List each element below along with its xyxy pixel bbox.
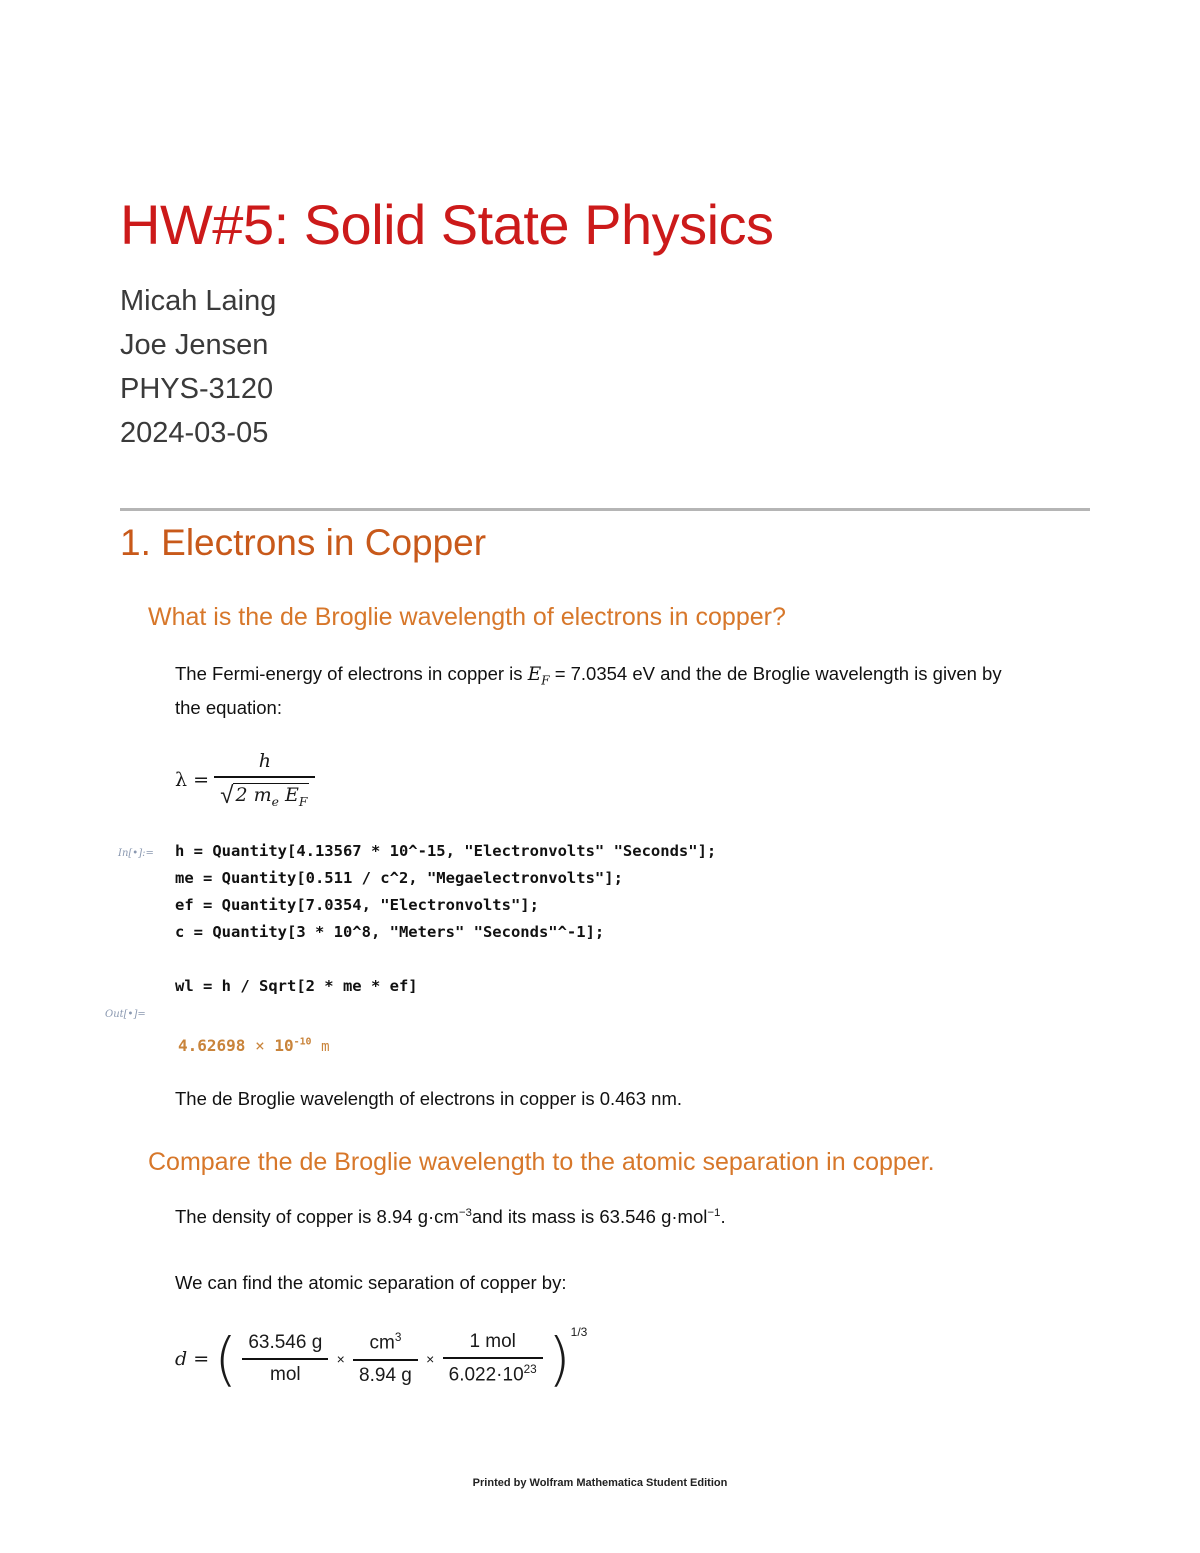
document-title: HW#5: Solid State Physics <box>120 193 774 256</box>
cube-root-exponent: 1/3 <box>570 1325 588 1339</box>
code-line-1[interactable]: h = Quantity[4.13567 * 10^-15, "Electronvolts" "Seconds"]; <box>175 842 717 860</box>
question-1-intro: The Fermi-energy of electrons in copper is $E_F = 7.0354$ eV and the de Broglie wavelength is given by <box>175 663 1002 688</box>
question-1-intro-cont: the equation: <box>175 697 282 718</box>
fraction-volume: $\frac{cm^3}{8.94 g}$ <box>353 1331 418 1386</box>
left-paren: ( <box>214 1324 238 1393</box>
fraction-avogadro: $\frac{\text{1 mol}}{6.022\cdot 10^{23}}$ <box>443 1331 543 1386</box>
equation-numerator: h <box>258 750 271 772</box>
section-title: Electrons in Copper <box>161 522 487 563</box>
output-cell-label: Out[•]= <box>105 1009 146 1020</box>
equation-denominator: √ 2 $m_e$ $E_F$ <box>220 782 308 809</box>
separation-equation: d = ( $\frac{63.546 g}{\text{mol}}$ × $\frac{cm^3}{8.94 g}$ × $\frac{\text{1 mol}}{6.022\cdot 10^{23}}$ )$^{1/3}$ <box>175 1324 588 1393</box>
section-heading <box>120 522 486 564</box>
date: 2024-03-05 <box>120 417 269 449</box>
right-paren: ) <box>548 1324 571 1393</box>
print-footer: Printed by Wolfram Mathematica Student Edition <box>472 1477 728 1489</box>
code-line-2[interactable]: me = Quantity[0.511 / c^2, "Megaelectronvolts"]; <box>175 869 623 887</box>
code-line-3[interactable]: ef = Quantity[7.0354, "Electronvolts"]; <box>175 896 539 914</box>
equation-lhs: λ = <box>175 769 210 791</box>
density-statement: The density of copper is 8.94 $g\cdot cm^{-3}and$ its mass is 63.546 g·mol$^{-1}$. <box>175 1206 726 1227</box>
section-divider <box>120 508 1090 511</box>
output-value: $4.62698 \times 10^{-10}$ m <box>178 1036 330 1055</box>
wavelength-equation <box>175 750 315 810</box>
separation-lhs: d = <box>175 1347 210 1370</box>
input-cell-label: In[•]:= <box>118 848 154 859</box>
question-1-heading: What is the de Broglie wavelength of electrons in copper? <box>148 603 786 631</box>
course-code: PHYS-3120 <box>120 373 274 405</box>
sqrt-icon: √ <box>220 782 234 809</box>
author-name-2: Joe Jensen <box>120 329 269 361</box>
question-2-heading: Compare the de Broglie wavelength to the atomic separation in copper. <box>148 1148 935 1176</box>
equation-fraction <box>214 750 315 810</box>
code-line-5[interactable]: wl = h / Sqrt[2 * me * ef] <box>175 977 418 995</box>
question-1-conclusion: The de Broglie wavelength of electrons in copper is 0.463 nm. <box>175 1088 682 1109</box>
separation-intro: We can find the atomic separation of copper by: <box>175 1272 567 1293</box>
section-number: 1. <box>120 522 151 563</box>
fraction-mass: $\frac{63.546 g}{\text{mol}}$ <box>242 1332 328 1386</box>
author-name-1: Micah Laing <box>120 285 277 317</box>
fermi-energy-symbol: $E_F$ <box>527 664 550 688</box>
code-line-4[interactable]: c = Quantity[3 * 10^8, "Meters" "Seconds"^-1]; <box>175 923 605 941</box>
